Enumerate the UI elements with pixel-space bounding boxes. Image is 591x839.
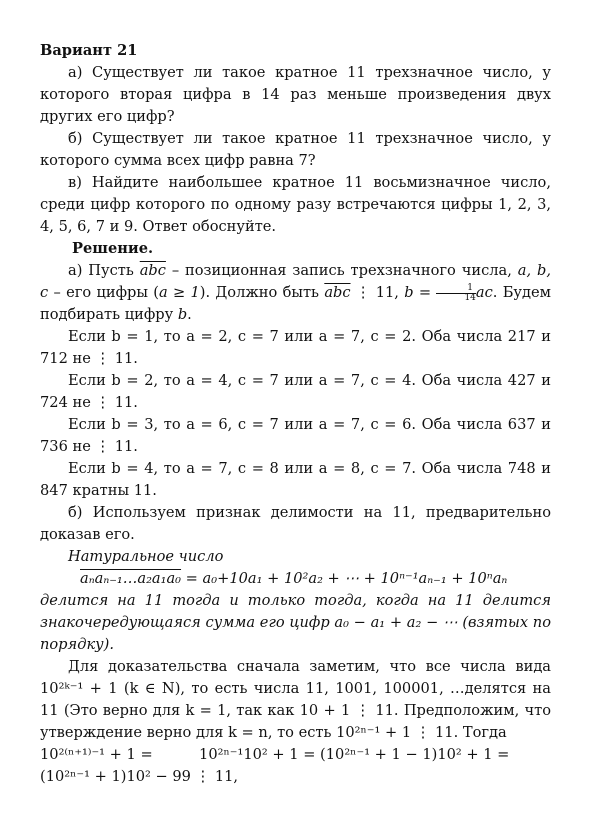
solution-heading: Решение. bbox=[72, 240, 154, 257]
problem-c: в) Найдите наибольшее кратное 11 восьмизначное число, среди цифр которого по одному разу встречаются цифры 1, 2, 3, 4, 5, 6, 7 и 9. Ответ обоснуйте. bbox=[40, 174, 551, 235]
math-b: b bbox=[177, 306, 188, 323]
text-fragment: а) Пусть bbox=[68, 262, 140, 279]
case-2: Если b = 2, то a = 4, c = 7 или a = 7, c = 4. Оба числа 427 и 724 не ⋮ 11. bbox=[40, 372, 551, 411]
fraction bbox=[436, 284, 475, 303]
solution-a-intro: а) Пусть $\overline{abc}$ – позиционная запись трехзначного числа, a, b, c – его цифры (a ≥ 1). Должно быть $\overline{abc}$ ⋮ 11, b = $\frac{1}{14}$ ac. Будем подбирать цифру b. bbox=[40, 262, 551, 323]
math-b-eq: b = bbox=[404, 284, 437, 301]
text-fragment: – его цифры ( bbox=[48, 284, 159, 301]
fraction-numerator: 1 bbox=[436, 284, 475, 294]
text-fragment: . Будем подбирать цифру bbox=[40, 284, 551, 323]
document-page bbox=[40, 40, 551, 788]
number-expansion: = a₀+10a₁ + 10²a₂ + ⋯ + 10ⁿ⁻¹aₙ₋₁ + 10ⁿaₙ bbox=[181, 570, 508, 587]
case-1: Если b = 1, то a = 2, c = 7 или a = 7, c = 2. Оба числа 217 и 712 не ⋮ 11. bbox=[40, 328, 551, 367]
solution-b-intro: б) Используем признак делимости на 11, предварительно доказав его. bbox=[40, 504, 551, 543]
problem-b: б) Существует ли такое кратное 11 трехзначное число, у которого сумма всех цифр равна 7? bbox=[40, 130, 551, 169]
theorem-text: делится на 11 тогда и только тогда, когда на 11 делится знакочередующаяся сумма его цифр a₀ − a₁ + a₂ − ⋯ (взятых по порядку). bbox=[40, 592, 551, 653]
variant-title: Вариант 21 bbox=[40, 42, 138, 59]
divisibility-formula bbox=[40, 568, 551, 590]
text-fragment: ). Должно быть bbox=[199, 284, 325, 301]
fraction-denominator: 14 bbox=[464, 292, 476, 303]
math-vars: a, b, c bbox=[40, 262, 551, 301]
proof-line-3: (10²ⁿ⁻¹ + 1)10² − 99 ⋮ 11, bbox=[40, 768, 239, 785]
abc-overline: $\overline{abc}$ bbox=[139, 262, 166, 279]
case-4: Если b = 4, то a = 7, c = 8 или a = 8, c = 7. Оба числа 748 и 847 кратны 11. bbox=[40, 460, 551, 499]
number-digits-overline: aₙaₙ₋₁…a₂a₁a₀ bbox=[80, 570, 182, 587]
abc-overline-2: $\overline{abc}$ bbox=[324, 284, 351, 301]
theorem-label: Натуральное число bbox=[68, 548, 224, 565]
math-ac: ac bbox=[475, 284, 493, 301]
text-fragment: – позиционная запись трехзначного числа, bbox=[165, 262, 518, 279]
proof-paragraph: Для доказательства сначала заметим, что все числа вида 10²ᵏ⁻¹ + 1 (k ∈ N), то есть числа 11, 1001, 100001, …делятся на 11 (Это верно для k = 1, так как 10 + 1 ⋮ 11. Предположим, что утверждение верно для k = n, то есть 10²ⁿ⁻¹ + 1 ⋮ 11. Тогда bbox=[40, 658, 551, 741]
problem-a: а) Существует ли такое кратное 11 трехзначное число, у которого вторая цифра в 14 раз меньше произведения двух других его цифр? bbox=[40, 64, 551, 125]
case-3: Если b = 3, то a = 6, c = 7 или a = 7, c = 6. Оба числа 637 и 736 не ⋮ 11. bbox=[40, 416, 551, 455]
text-fragment: ⋮ 11, bbox=[350, 284, 405, 301]
proof-line-2: 10²⁽ⁿ⁺¹⁾⁻¹ + 1 = 10²ⁿ⁻¹10² + 1 = (10²ⁿ⁻¹ + 1 − 1)10² + 1 = bbox=[40, 746, 510, 763]
math-condition: a ≥ 1 bbox=[158, 284, 200, 301]
